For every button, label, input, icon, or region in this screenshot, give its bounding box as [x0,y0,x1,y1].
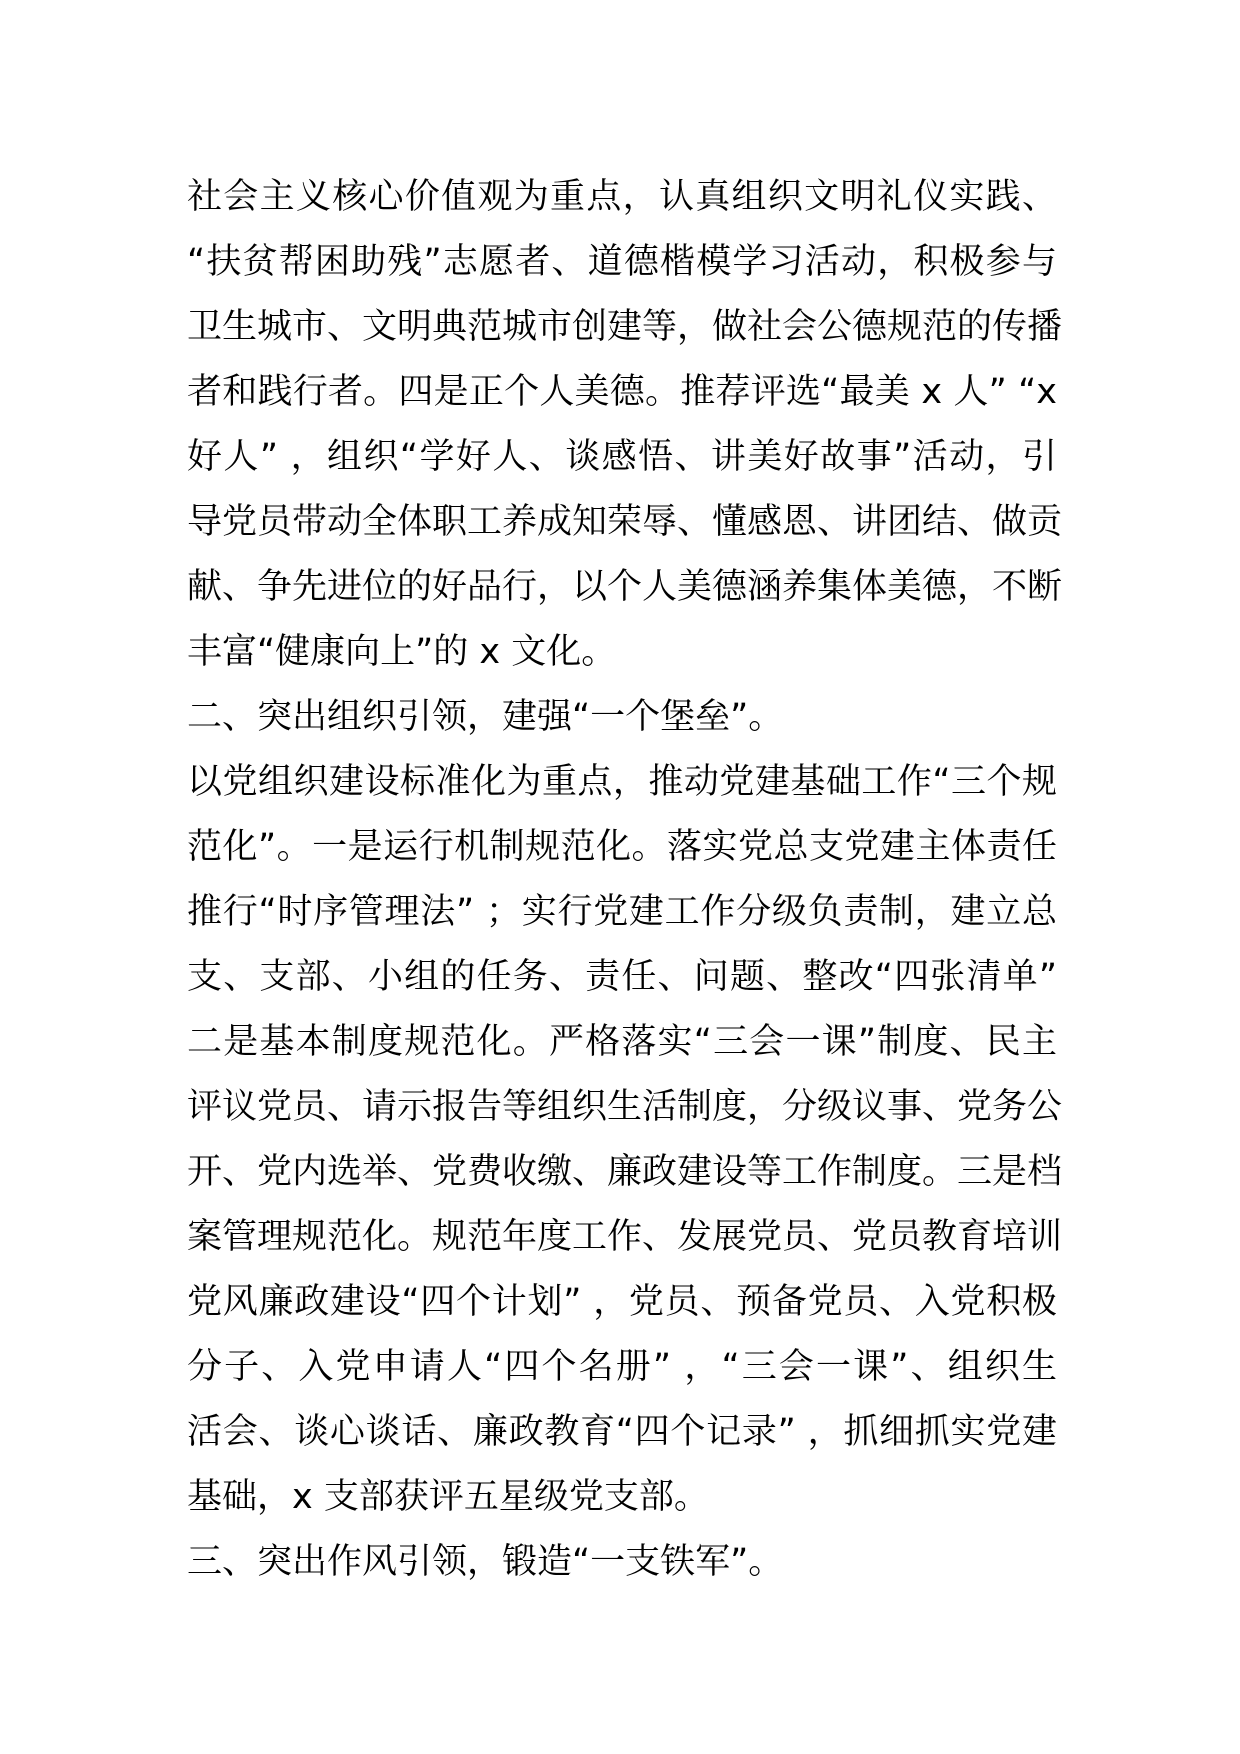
text-line: 卫生城市、文明典范城市创建等，做社会公德规范的传播 [187,307,1063,347]
text-line: 评议党员、请示报告等组织生活制度，分级议事、党务公 [187,1087,1063,1127]
text-line: 丰富“健康向上”的 x 文化。 [187,632,617,672]
text-line: 好人” ，组织“学好人、谈感悟、讲美好故事”活动，引 [187,437,1057,477]
text-line: 导党员带动全体职工养成知荣辱、懂感恩、讲团结、做贡 [187,502,1063,542]
text-line: 范化”。一是运行机制规范化。落实党总支党建主体责任 [187,827,1057,867]
text-line: 以党组织建设标准化为重点，推动党建基础工作“三个规 [187,762,1057,802]
text-line: “扶贫帮困助残”志愿者、道德楷模学习活动，积极参与 [187,242,1057,282]
text-line: 社会主义核心价值观为重点，认真组织文明礼仪实践、 [187,177,1057,217]
text-line: 开、党内选举、党费收缴、廉政建设等工作制度。三是档 [187,1152,1063,1192]
text-line: 基础，x 支部获评五星级党支部。 [187,1477,709,1517]
text-line: 党风廉政建设“四个计划” ，党员、预备党员、入党积极 [187,1282,1057,1322]
document-body [187,165,1063,1595]
text-line: 支、支部、小组的任务、责任、问题、整改“四张清单” [187,957,1057,997]
text-line: 者和践行者。四是正个人美德。推荐评选“最美 x 人” “x [187,372,1057,412]
text-line: 活会、谈心谈话、廉政教育“四个记录” ，抓细抓实党建 [187,1412,1057,1452]
text-line: 三、突出作风引领，锻造“一支铁军”。 [187,1542,784,1582]
text-line: 分子、入党申请人“四个名册” ，“三会一课”、组织生 [187,1347,1057,1387]
text-line: 献、争先进位的好品行，以个人美德涵养集体美德，不断 [187,567,1063,607]
text-line: 二是基本制度规范化。严格落实“三会一课”制度、民主 [187,1022,1057,1062]
text-line: 推行“时序管理法” ；实行党建工作分级负责制，建立总 [187,892,1057,932]
text-line: 案管理规范化。规范年度工作、发展党员、党员教育培训 [187,1217,1063,1257]
text-line: 二、突出组织引领，建强“一个堡垒”。 [187,697,784,737]
